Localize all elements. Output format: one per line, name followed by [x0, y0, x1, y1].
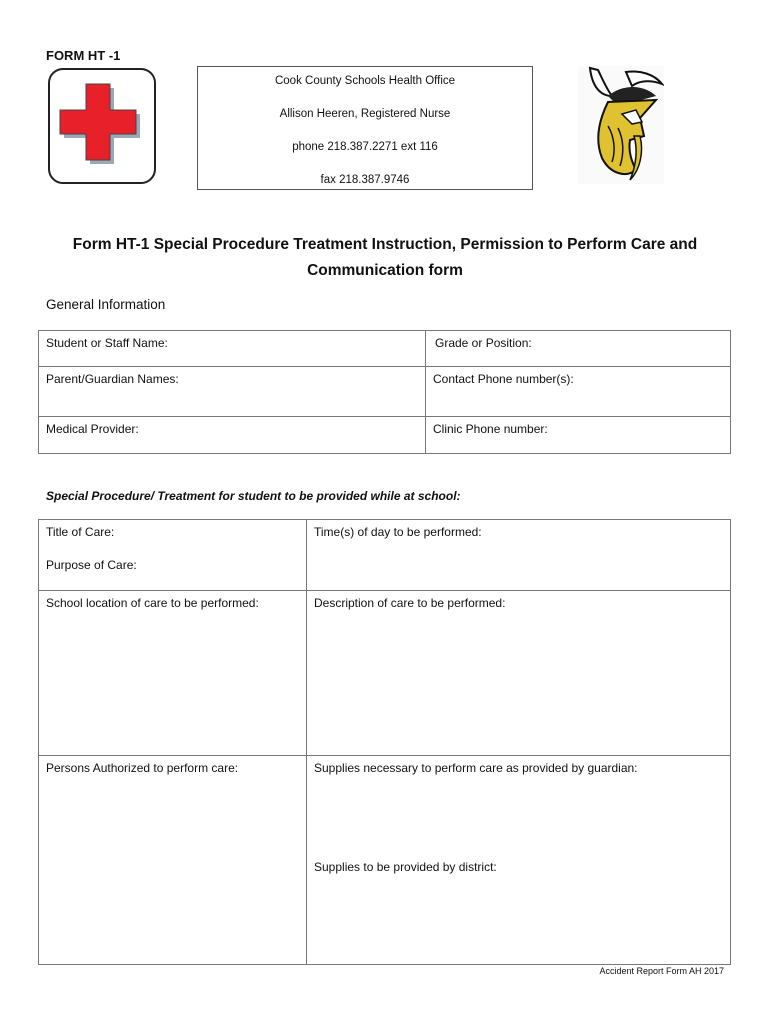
form-title-line-2: Communication form — [307, 262, 463, 279]
general-info-heading: General Information — [46, 297, 166, 312]
red-cross-logo — [46, 66, 158, 186]
procedure-table — [38, 519, 731, 965]
medical-provider-label: Medical Provider: — [46, 422, 139, 436]
title-of-care-field[interactable] — [39, 520, 307, 591]
office-name: Cook County Schools Health Office — [274, 75, 456, 87]
phone-number: phone 218.387.2271 ext 116 — [292, 141, 438, 153]
general-info-table — [38, 330, 731, 454]
student-name-label: Student or Staff Name: — [46, 336, 168, 350]
procedure-instruction: Special Procedure/ Treatment for student to be provided while at school: — [46, 489, 461, 503]
description-field[interactable] — [307, 591, 731, 756]
description-label: Description of care to be performed: — [314, 596, 506, 610]
location-field[interactable] — [39, 591, 307, 756]
location-label: School location of care to be performed: — [46, 596, 259, 610]
times-field[interactable] — [307, 520, 731, 591]
form-title — [38, 232, 732, 284]
persons-authorized-field[interactable] — [39, 756, 307, 965]
times-label: Time(s) of day to be performed: — [314, 525, 482, 539]
supplies-field[interactable] — [307, 756, 731, 965]
viking-mascot-logo — [578, 66, 664, 184]
parent-names-field[interactable] — [39, 367, 426, 417]
nurse-name: Allison Heeren, Registered Nurse — [279, 108, 451, 120]
grade-label: Grade or Position: — [435, 336, 532, 350]
supplies-district-label: Supplies to be provided by district: — [314, 860, 497, 874]
contact-phone-field[interactable] — [426, 367, 731, 417]
clinic-phone-field[interactable] — [426, 417, 731, 454]
persons-authorized-label: Persons Authorized to perform care: — [46, 761, 239, 775]
purpose-of-care-label: Purpose of Care: — [46, 558, 137, 572]
contact-phone-label: Contact Phone number(s): — [433, 372, 574, 386]
form-id: FORM HT -1 — [46, 48, 121, 63]
contact-box — [197, 66, 533, 190]
footer-note: Accident Report Form AH 2017 — [599, 966, 724, 976]
student-name-field[interactable] — [39, 331, 426, 367]
clinic-phone-label: Clinic Phone number: — [433, 422, 548, 436]
fax-number: fax 218.387.9746 — [320, 174, 410, 186]
grade-field[interactable] — [426, 331, 731, 367]
parent-names-label: Parent/Guardian Names: — [46, 372, 179, 386]
form-title-line-1: Form HT-1 Special Procedure Treatment Instruction, Permission to Perform Care and — [72, 236, 698, 253]
title-of-care-label: Title of Care: — [46, 525, 115, 539]
medical-provider-field[interactable] — [39, 417, 426, 454]
supplies-guardian-label: Supplies necessary to perform care as provided by guardian: — [314, 761, 638, 775]
